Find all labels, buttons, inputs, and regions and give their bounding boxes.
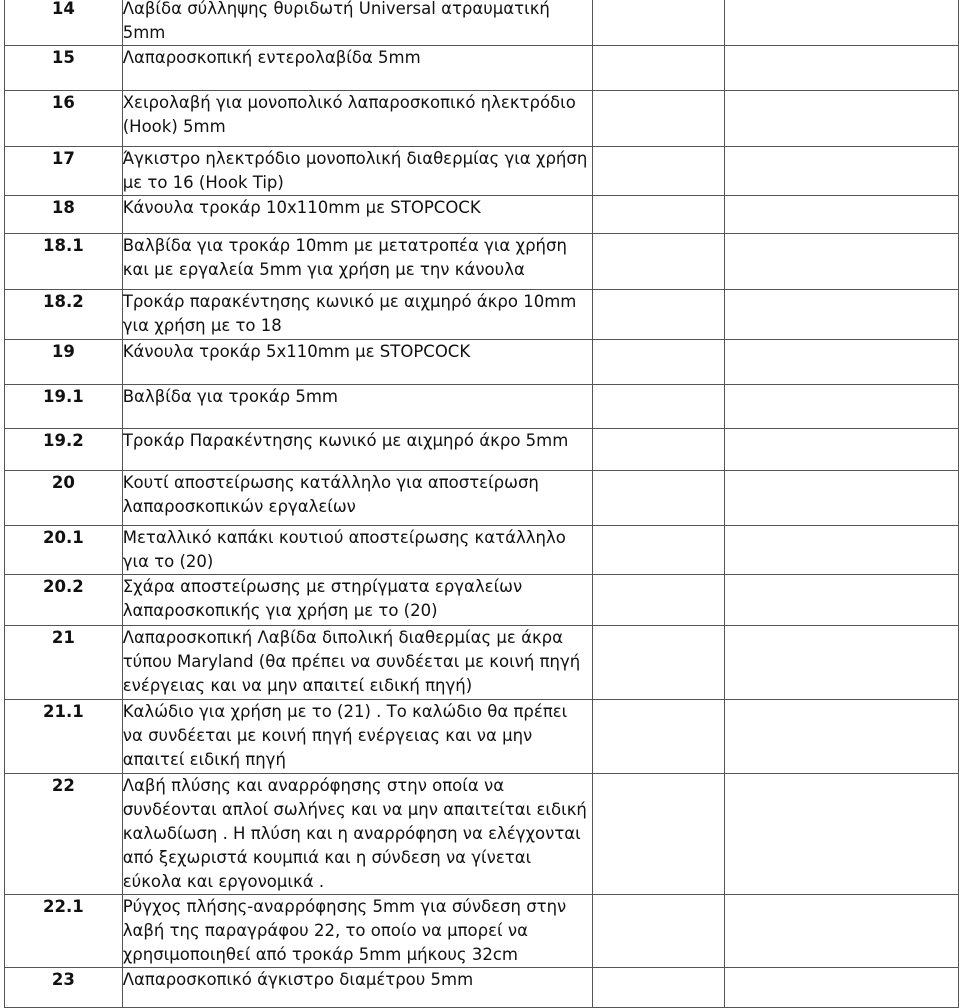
- empty-cell: [592, 471, 724, 526]
- empty-cell: [592, 526, 724, 575]
- item-description: Λαπαροσκοπικό άγκιστρο διαμέτρου 5mm: [122, 968, 592, 1008]
- empty-cell: [724, 526, 958, 575]
- item-description: Καλώδιο για χρήση με το (21) . Το καλώδιο θα πρέπει να συνδέεται με κοινή πηγή ενέργειας και να μην απαιτεί ειδική πηγή: [122, 700, 592, 774]
- empty-cell: [724, 575, 958, 626]
- empty-cell: [724, 471, 958, 526]
- item-number: 21.1: [5, 700, 123, 774]
- table-row: [5, 340, 959, 385]
- empty-cell: [592, 234, 724, 290]
- item-number: 18.1: [5, 234, 123, 290]
- table-row: [5, 0, 959, 46]
- empty-cell: [724, 46, 958, 91]
- item-description: Χειρολαβή για μονοπολικό λαπαροσκοπικό ηλεκτρόδιο (Hook) 5mm: [122, 91, 592, 147]
- empty-cell: [592, 46, 724, 91]
- item-number: 22: [5, 774, 123, 895]
- table-row: [5, 774, 959, 895]
- table-row: [5, 895, 959, 968]
- item-number: 18: [5, 196, 123, 234]
- empty-cell: [724, 895, 958, 968]
- table-row: [5, 196, 959, 234]
- table-row: [5, 626, 959, 700]
- table-row: [5, 526, 959, 575]
- item-number: 20.2: [5, 575, 123, 626]
- item-number: 19: [5, 340, 123, 385]
- item-description: Άγκιστρο ηλεκτρόδιο μονοπολική διαθερμίας για χρήση με το 16 (Hook Tip): [122, 147, 592, 196]
- item-description: Λαβίδα σύλληψης θυριδωτή Universal ατραυματική 5mm: [122, 0, 592, 46]
- empty-cell: [724, 234, 958, 290]
- empty-cell: [592, 774, 724, 895]
- empty-cell: [592, 895, 724, 968]
- item-description: Λαβή πλύσης και αναρρόφησης στην οποία να συνδέονται απλοί σωλήνες και να μην απαιτείται ειδική καλωδίωση . Η πλύση και η αναρρόφηση να ελέγχονται από ξεχωριστά κουμπιά και η σύνδεση να γίνεται εύκολα και εργονομικά .: [122, 774, 592, 895]
- empty-cell: [592, 968, 724, 1008]
- table-row: [5, 46, 959, 91]
- empty-cell: [724, 700, 958, 774]
- table-row: [5, 968, 959, 1008]
- item-number: 15: [5, 46, 123, 91]
- table-row: [5, 234, 959, 290]
- empty-cell: [724, 340, 958, 385]
- item-number: 20: [5, 471, 123, 526]
- item-number: 22.1: [5, 895, 123, 968]
- table-row: [5, 91, 959, 147]
- table-row: [5, 429, 959, 471]
- empty-cell: [724, 968, 958, 1008]
- item-description: Τροκάρ παρακέντησης κωνικό με αιχμηρό άκρο 10mm για χρήση με το 18: [122, 290, 592, 340]
- item-number: 17: [5, 147, 123, 196]
- item-number: 19.2: [5, 429, 123, 471]
- item-number: 19.1: [5, 385, 123, 429]
- item-number: 20.1: [5, 526, 123, 575]
- table-row: [5, 471, 959, 526]
- empty-cell: [724, 147, 958, 196]
- empty-cell: [724, 196, 958, 234]
- item-description: Βαλβίδα για τροκάρ 10mm με μετατροπέα για χρήση και με εργαλεία 5mm για χρήση με την κάνουλα: [122, 234, 592, 290]
- empty-cell: [592, 385, 724, 429]
- item-description: Κουτί αποστείρωσης κατάλληλο για αποστείρωση λαπαροσκοπικών εργαλείων: [122, 471, 592, 526]
- empty-cell: [724, 429, 958, 471]
- table-row: [5, 290, 959, 340]
- empty-cell: [592, 429, 724, 471]
- item-description: Μεταλλικό καπάκι κουτιού αποστείρωσης κατάλληλο για το (20): [122, 526, 592, 575]
- empty-cell: [592, 290, 724, 340]
- item-description: Βαλβίδα για τροκάρ 5mm: [122, 385, 592, 429]
- item-description: Τροκάρ Παρακέντησης κωνικό με αιχμηρό άκρο 5mm: [122, 429, 592, 471]
- empty-cell: [592, 340, 724, 385]
- table-row: [5, 147, 959, 196]
- table-row: [5, 575, 959, 626]
- item-number: 23: [5, 968, 123, 1008]
- empty-cell: [724, 290, 958, 340]
- item-description: Λαπαροσκοπική Λαβίδα διπολική διαθερμίας με άκρα τύπου Maryland (θα πρέπει να συνδέεται με κοινή πηγή ενέργειας και να μην απαιτεί ειδική πηγή): [122, 626, 592, 700]
- empty-cell: [724, 774, 958, 895]
- specification-table: [4, 0, 959, 1008]
- item-description: Σχάρα αποστείρωσης με στηρίγματα εργαλείων λαπαροσκοπικής για χρήση με το (20): [122, 575, 592, 626]
- item-description: Κάνουλα τροκάρ 5x110mm με STOPCOCK: [122, 340, 592, 385]
- empty-cell: [592, 147, 724, 196]
- empty-cell: [592, 575, 724, 626]
- empty-cell: [724, 0, 958, 46]
- empty-cell: [724, 91, 958, 147]
- item-number: 18.2: [5, 290, 123, 340]
- item-number: 21: [5, 626, 123, 700]
- item-number: 16: [5, 91, 123, 147]
- item-description: Ρύγχος πλήσης-αναρρόφησης 5mm για σύνδεση στην λαβή της παραγράφου 22, το οποίο να μπορεί να χρησιμοποιηθεί από τροκάρ 5mm μήκους 32cm: [122, 895, 592, 968]
- table-row: [5, 700, 959, 774]
- table-row: [5, 385, 959, 429]
- empty-cell: [592, 91, 724, 147]
- empty-cell: [592, 700, 724, 774]
- empty-cell: [592, 0, 724, 46]
- empty-cell: [724, 626, 958, 700]
- empty-cell: [592, 196, 724, 234]
- item-description: Κάνουλα τροκάρ 10x110mm με STOPCOCK: [122, 196, 592, 234]
- item-description: Λαπαροσκοπική εντερολαβίδα 5mm: [122, 46, 592, 91]
- empty-cell: [724, 385, 958, 429]
- item-number: 14: [5, 0, 123, 46]
- empty-cell: [592, 626, 724, 700]
